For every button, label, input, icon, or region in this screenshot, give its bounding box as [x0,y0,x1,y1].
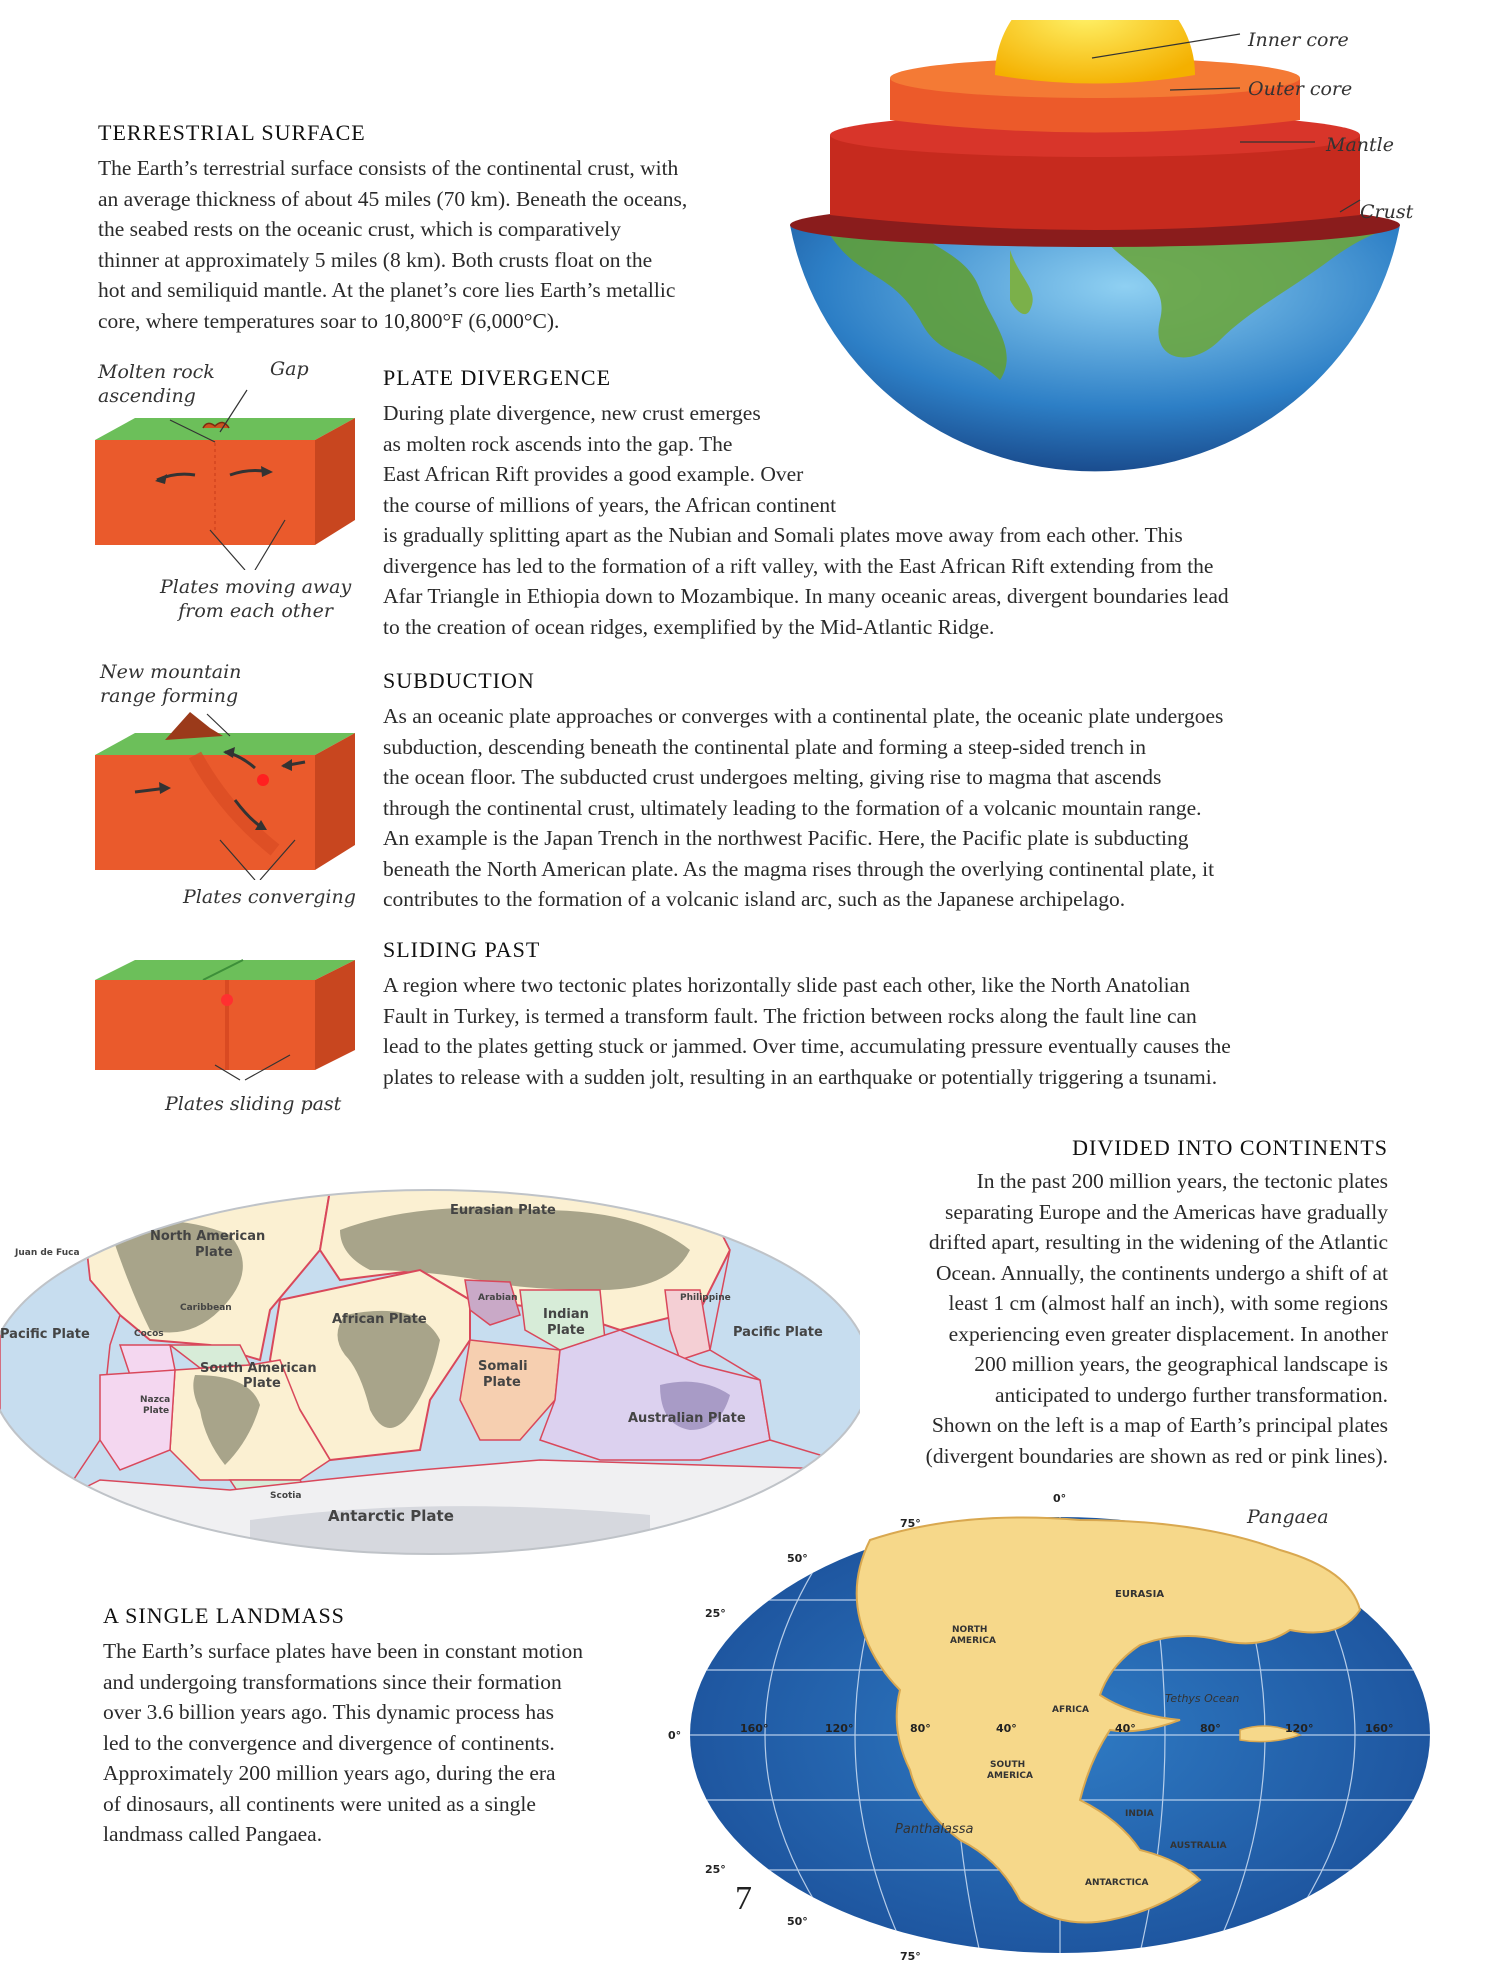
label-line: South American [200,1361,317,1376]
divergence-body [383,398,1383,642]
lat-label: 25° [705,1863,726,1876]
text-line: landmass called Pangaea. [103,1822,323,1846]
label-africa: AFRICA [1052,1705,1089,1715]
label-antarctica: ANTARCTICA [1085,1878,1149,1888]
label-australia: AUSTRALIA [1170,1841,1227,1851]
label-cocos: Cocos [134,1329,164,1339]
text-line: core, where temperatures soar to 10,800°F (6,000°C). [98,308,560,333]
text-line: The Earth’s terrestrial surface consists of the continental crust, with [98,156,679,180]
label-line: NORTH [952,1625,988,1635]
text-line: the seabed rests on the oceanic crust, which is comparatively [98,217,621,241]
label-line: Somali [478,1359,528,1374]
text-line: over 3.6 billion years ago. This dynamic process has [103,1700,555,1724]
text-line: least 1 cm (almost half an inch), with some regions [948,1291,1388,1315]
label-scotia: Scotia [270,1491,302,1501]
label-line: Indian [543,1307,589,1322]
text-line: the ocean floor. The subducted crust undergoes melting, giving rise to magma that ascends [383,765,1162,789]
lat-label: 25° [705,1607,726,1620]
label-australian-plate: Australian Plate [628,1411,746,1426]
inner-core [995,20,1195,84]
text-line: Ocean. Annually, the continents undergo a shift of at [936,1260,1388,1285]
text-line: separating Europe and the Americas have gradually [945,1199,1388,1224]
caption-divergence: Plates moving away from each other [160,576,352,622]
label-eurasia: EURASIA [1115,1589,1165,1600]
text-line: to the creation of ocean ridges, exemplified by the Mid-Atlantic Ridge. [383,614,995,639]
lon-label: 160° [1365,1722,1394,1735]
text-line: is gradually splitting apart as the Nubian and Somali plates move away from each other. This [383,523,1183,547]
lat-label: 0° [668,1729,682,1742]
landmass-body [103,1636,693,1850]
subduction-heading: SUBDUCTION [383,668,535,693]
label-line: Plate [483,1375,521,1390]
text-line: through the continental crust, ultimately leading to the formation of a volcanic mountain range. [383,795,1202,820]
label-line: Plate [143,1406,170,1416]
lon-label: 80° [1200,1722,1221,1735]
label-mantle: Mantle [1326,134,1394,156]
text-line: experiencing even greater displacement. In another [948,1321,1388,1346]
label-juan-de-fuca: Juan de Fuca [15,1248,80,1258]
text-line: As an oceanic plate approaches or converges with a continental plate, the oceanic plate undergoes [383,704,1224,728]
text-line: plates to release with a sudden jolt, resulting in an earthquake or potentially triggering a tsunami. [383,1064,1218,1089]
lon-label: 80° [910,1722,931,1735]
label-molten-rock: Molten rock ascending [98,361,215,407]
label-arabian: Arabian [478,1293,518,1303]
pangaea-title: Pangaea [1247,1506,1329,1528]
label-new-mountain: New mountain range forming [100,661,242,707]
label-line: AMERICA [950,1636,996,1646]
label-line: Plate [547,1323,585,1338]
label-pacific-plate-right: Pacific Plate [733,1325,823,1340]
sliding-heading: SLIDING PAST [383,937,541,962]
label-african-plate: African Plate [332,1312,427,1327]
sliding-body [383,970,1413,1092]
label-line: SOUTH [990,1760,1026,1770]
lat-label: 0° [1053,1492,1067,1505]
lat-label: 50° [787,1915,808,1928]
divergence-heading: PLATE DIVERGENCE [383,365,612,390]
page-number: 7 [735,1880,752,1917]
caption-sliding: Plates sliding past [165,1093,342,1115]
lon-label: 40° [1115,1722,1136,1735]
label-nazca-plate [140,1395,170,1416]
text-line: and undergoing transformations since their formation [103,1669,562,1694]
text-line: anticipated to undergo further transformation. [994,1382,1388,1407]
label-pacific-plate-left: Pacific Plate [0,1327,90,1342]
label-line: AMERICA [987,1771,1033,1781]
label-somali-plate [478,1359,528,1390]
pangaea-map [660,1480,1460,1970]
label-eurasian-plate: Eurasian Plate [450,1203,556,1218]
continents-body [828,1166,1388,1471]
text-line: During plate divergence, new crust emerges [383,401,761,425]
text-line: Shown on the left is a map of Earth’s principal plates [931,1413,1388,1437]
text-line: beneath the North American plate. As the magma rises through the overlying continental plate, it [383,856,1215,881]
text-line: of dinosaurs, all continents were united as a single [103,1791,536,1816]
lon-label: 120° [825,1722,854,1735]
sliding-diagram [95,955,355,1085]
text-line: Approximately 200 million years ago, during the era [103,1761,556,1785]
label-line: Plate [243,1376,281,1391]
text-line: (divergent boundaries are shown as red or pink lines). [925,1443,1388,1468]
label-line: Plate [195,1245,233,1260]
text-line: drifted apart, resulting in the widening of the Atlantic [928,1230,1388,1254]
text-line: subduction, descending beneath the continental plate and forming a steep-sided trench in [383,734,1147,759]
text-line: the course of millions of years, the African continent [383,492,837,517]
label-inner-core: Inner core [1248,29,1349,51]
lon-label: 40° [996,1722,1017,1735]
text-line: led to the convergence and divergence of continents. [103,1730,555,1755]
text-line: Afar Triangle in Ethiopia down to Mozambique. In many oceanic areas, divergent boundaries lead [383,584,1229,608]
landmass-heading: A SINGLE LANDMASS [103,1603,345,1628]
label-line: North American [150,1229,266,1244]
lat-label: 75° [900,1517,921,1530]
text-line: as molten rock ascends into the gap. The [383,431,733,456]
lat-label: 75° [900,1950,921,1963]
lon-label: 160° [740,1722,769,1735]
label-gap: Gap [270,358,309,380]
text-line: lead to the plates getting stuck or jammed. Over time, accumulating pressure eventually causes the [383,1034,1231,1058]
lat-label: 50° [787,1552,808,1565]
label-crust: Crust [1360,201,1414,223]
label-indian-plate [543,1307,589,1338]
label-line: Nazca [140,1395,171,1405]
divergence-diagram [95,380,355,570]
text-line: In the past 200 million years, the tectonic plates [976,1169,1388,1193]
label-philippine: Philippine [680,1293,731,1303]
text-line: contributes to the formation of a volcanic island arc, such as the Japanese archipelago. [383,887,1126,911]
text-line: An example is the Japan Trench in the northwest Pacific. Here, the Pacific plate is subducting [383,826,1189,850]
label-outer-core: Outer core [1248,78,1353,100]
label-caribbean: Caribbean [180,1303,232,1313]
terrestrial-body [98,153,788,336]
terrestrial-heading: TERRESTRIAL SURFACE [98,120,366,145]
text-line: divergence has led to the formation of a rift valley, with the East African Rift extending from the [383,553,1214,578]
label-india: INDIA [1125,1809,1154,1819]
text-line: hot and semiliquid mantle. At the planet’s core lies Earth’s metallic [98,278,676,302]
caption-subduction: Plates converging [183,886,356,908]
continents-heading: DIVIDED INTO CONTINENTS [1072,1135,1388,1160]
label-panthalassa: Panthalassa [895,1822,974,1837]
label-antarctic-plate: Antarctic Plate [328,1507,454,1525]
text-line: 200 million years, the geographical landscape is [974,1352,1388,1376]
text-line: an average thickness of about 45 miles (70 km). Beneath the oceans, [98,186,688,211]
text-line: East African Rift provides a good example. Over [383,462,804,486]
text-line: The Earth’s surface plates have been in constant motion [103,1639,584,1663]
subduction-diagram [95,700,355,880]
text-line: Fault in Turkey, is termed a transform fault. The friction between rocks along the fault line can [383,1003,1197,1028]
lon-label: 120° [1285,1722,1314,1735]
label-tethys-ocean: Tethys Ocean [1165,1692,1240,1705]
subduction-body [383,701,1403,915]
text-line: A region where two tectonic plates horizontally slide past each other, like the North Anatolian [383,973,1190,997]
text-line: thinner at approximately 5 miles (8 km). Both crusts float on the [98,247,653,272]
